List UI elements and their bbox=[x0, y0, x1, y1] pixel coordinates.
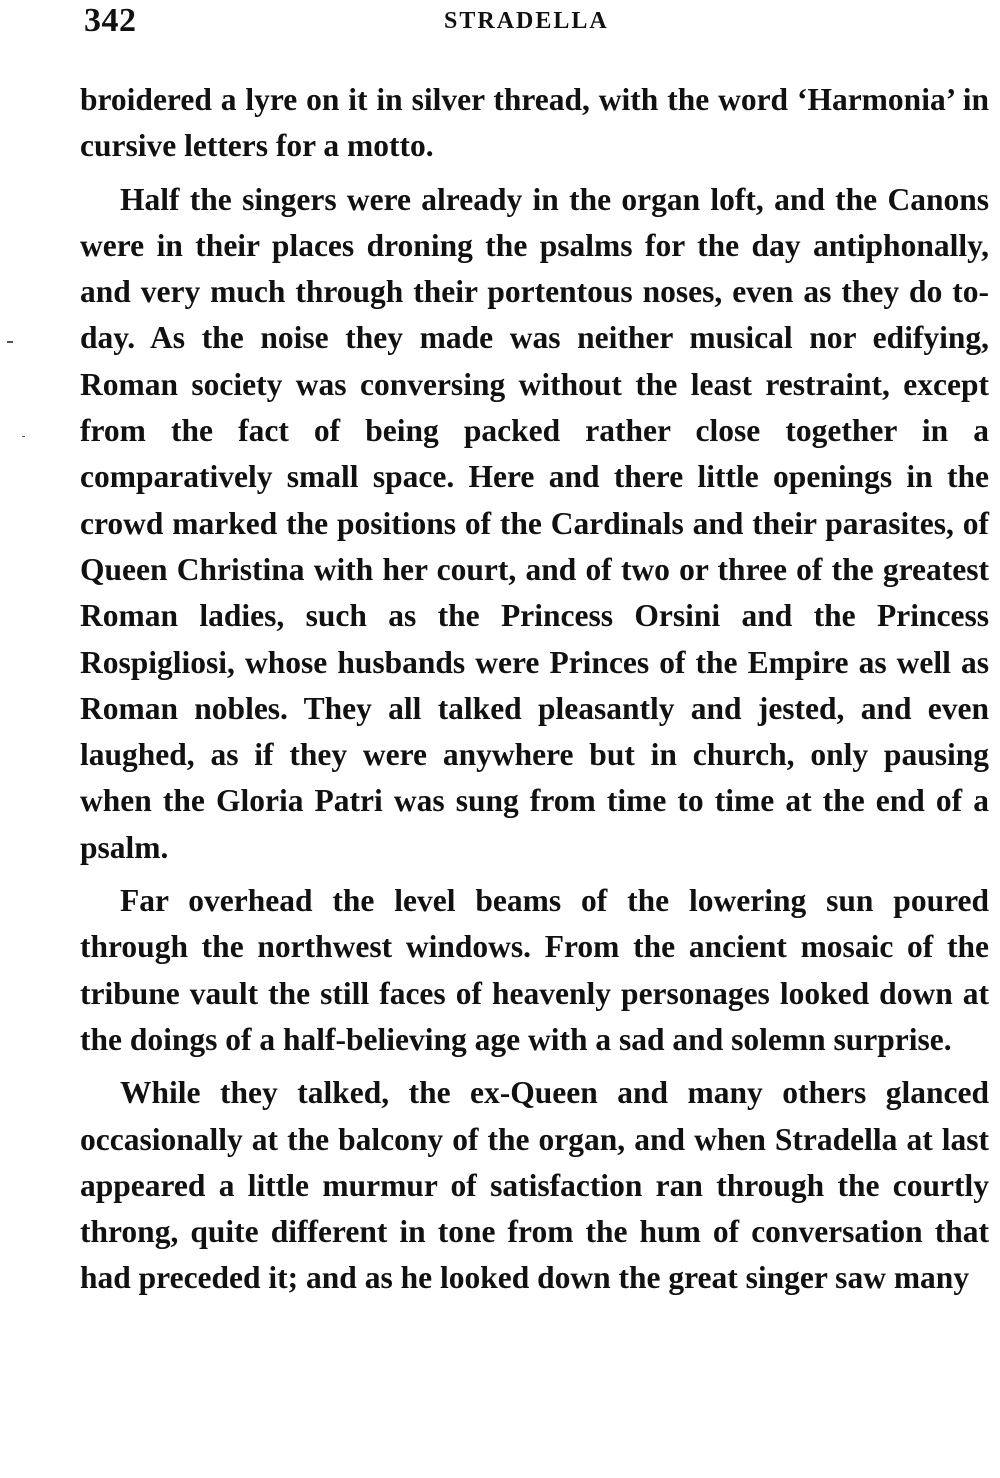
body-text bbox=[80, 77, 989, 1309]
margin-mark bbox=[7, 341, 13, 343]
paragraph-continued: broidered a lyre on it in silver thread, with the word ‘Harmonia’ in cursive letters for a motto. bbox=[80, 82, 989, 164]
margin-mark bbox=[22, 436, 25, 437]
paragraph: While they talked, the ex-Queen and many others glanced occasionally at the balcony of the organ, and when Stradella at last appeared a little murmur of satisfaction ran through the courtly throng, quite different in tone from the hum of conversation that had preceded it; and as he looked down the great singer saw many bbox=[80, 1075, 989, 1296]
running-title: STRADELLA bbox=[444, 8, 609, 34]
page-number: 342 bbox=[84, 2, 137, 39]
paragraph: Far overhead the level beams of the lowering sun poured through the northwest windows. From the ancient mosaic of the tribune vault the still faces of heavenly personages looked down at the doings of a half-believing age with a sad and solemn surprise. bbox=[80, 883, 989, 1057]
page-header bbox=[84, 2, 988, 42]
paragraph: Half the singers were already in the organ loft, and the Canons were in their places droning the psalms for the day antiphonally, and very much through their portentous noses, even as they do to-day. As the noise they made was neither musical nor edifying, Roman society was conversing without the least restraint, except from the fact of being packed rather close together in a comparatively small space. Here and there little openings in the crowd marked the positions of the Cardinals and their parasites, of Queen Christina with her court, and of two or three of the greatest Roman ladies, such as the Princess Orsini and the Princess Rospigliosi, whose husbands were Princes of the Empire as well as Roman nobles. They all talked pleasantly and jested, and even laughed, as if they were anywhere but in church, only pausing when the Gloria Patri was sung from time to time at the end of a psalm. bbox=[80, 181, 989, 865]
